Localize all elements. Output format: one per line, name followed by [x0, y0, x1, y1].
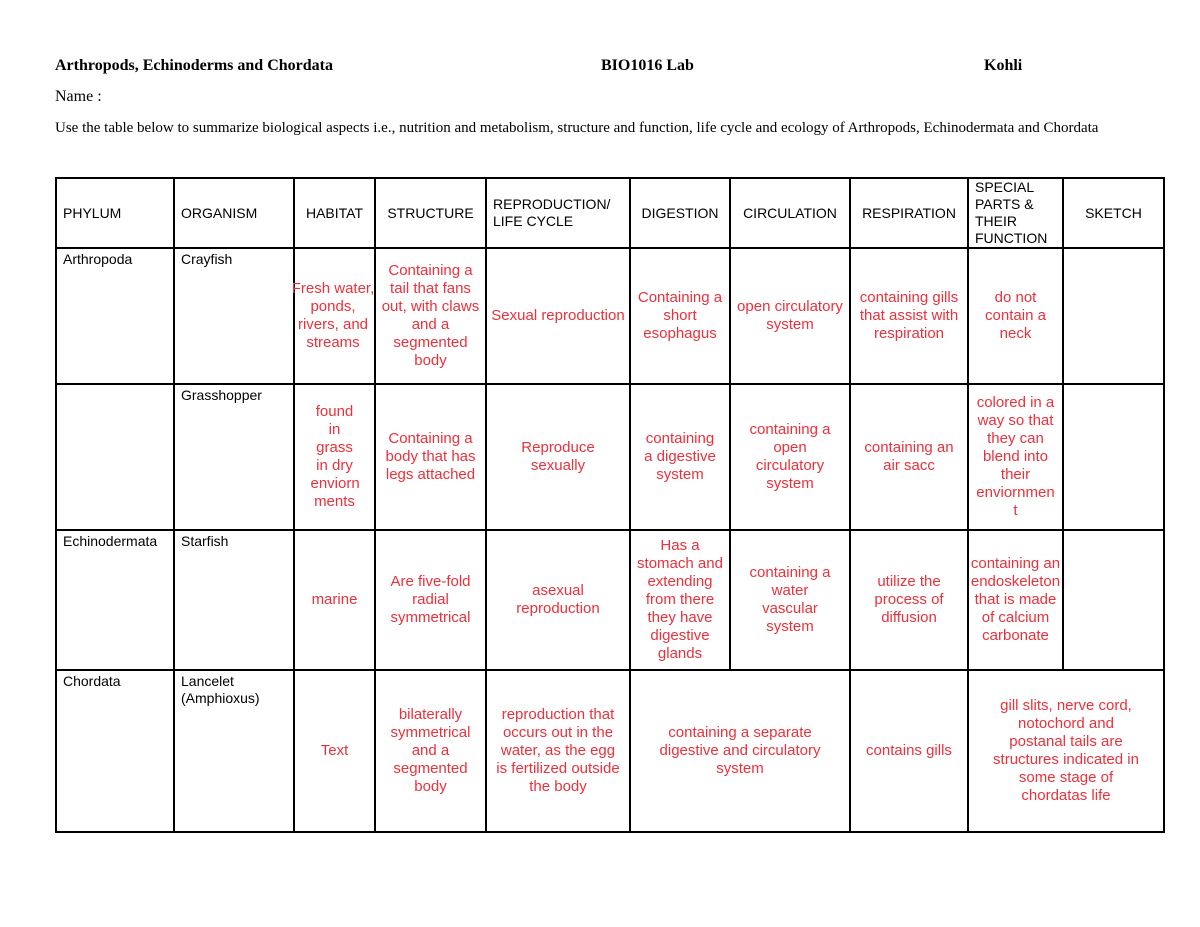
- digestion-circulation-text: containing a separate digestive and circulatory system: [659, 724, 821, 777]
- cell-sketch: [1063, 530, 1164, 670]
- col-header-reproduction: [486, 178, 630, 248]
- col-header-circulation: CIRCULATION: [730, 178, 850, 248]
- col-header-organism: ORGANISM: [174, 178, 294, 248]
- cell-habitat: [294, 384, 375, 530]
- special-text: do not contain a neck: [985, 289, 1046, 342]
- cell-circulation: [730, 384, 850, 530]
- cell-special: [968, 248, 1063, 384]
- table-row-starfish: [56, 530, 1164, 670]
- col-header-respiration: RESPIRATION: [850, 178, 968, 248]
- special-text: gill slits, nerve cord, notochord and postanal tails are structures indicated in some stage of chordatas life: [993, 697, 1139, 804]
- structure-text: Are five-fold radial symmetrical: [390, 573, 471, 626]
- col-header-structure: STRUCTURE: [375, 178, 486, 248]
- respiration-text: containing an air sacc: [864, 439, 954, 474]
- cell-respiration: [850, 530, 968, 670]
- cell-special: containing an endoskeleton that is made of calcium carbonate: [968, 530, 1063, 670]
- cell-special: [968, 384, 1063, 530]
- cell-reproduction: [486, 530, 630, 670]
- instructions-text: Use the table below to summarize biological aspects i.e., nutrition and metabolism, structure and function, life cycle and ecology of Arthropods, Echinodermata and Chordata: [55, 120, 1099, 136]
- course-code: BIO1016 Lab: [601, 57, 694, 74]
- document-title: Arthropods, Echinoderms and Chordata: [55, 57, 333, 74]
- cell-digestion: Containing a short esophagus: [630, 248, 730, 384]
- cell-organism: [174, 670, 294, 832]
- cell-structure: [375, 670, 486, 832]
- special-text: colored in a way so that they can blend into their enviornmen t: [976, 394, 1055, 519]
- cell-structure: Containing a tail that fans out, with claws and a segmented body: [375, 248, 486, 384]
- circulation-text: containing a open circulatory system: [749, 421, 831, 492]
- cell-habitat: [291, 248, 375, 384]
- respiration-text: utilize the process of diffusion: [874, 573, 944, 626]
- habitat-text: found in grass in dry enviorn ments: [310, 403, 360, 510]
- cell-respiration: containing gills that assist with respiration: [850, 248, 968, 384]
- cell-habitat: marine: [294, 530, 375, 670]
- habitat-text: Fresh water, ponds, rivers, and streams: [291, 280, 375, 351]
- cell-reproduction: Sexual reproduction: [486, 248, 630, 384]
- digestion-text: containing a digestive system: [644, 430, 716, 483]
- col-header-habitat: HABITAT: [294, 178, 375, 248]
- cell-circulation: open circulatory system: [730, 248, 850, 384]
- author-name: Kohli: [984, 57, 1023, 74]
- summary-table: [55, 177, 1165, 833]
- circulation-text: containing a water vascular system: [749, 564, 831, 635]
- cell-organism: Starfish: [174, 530, 294, 670]
- cell-respiration: contains gills: [850, 670, 968, 832]
- col-header-phylum: PHYLUM: [56, 178, 174, 248]
- cell-phylum: Chordata: [56, 670, 174, 832]
- cell-respiration: [850, 384, 968, 530]
- col-header-digestion: DIGESTION: [630, 178, 730, 248]
- cell-sketch: [1063, 384, 1164, 530]
- cell-organism: Grasshopper: [174, 384, 294, 530]
- cell-circulation: [730, 530, 850, 670]
- table-row-grasshopper: [56, 384, 1164, 530]
- reproduction-text: reproduction that occurs out in the water, as the egg is fertilized outside the body: [496, 706, 620, 795]
- cell-structure: [375, 530, 486, 670]
- structure-text: bilaterally symmetrical and a segmented body: [390, 706, 471, 795]
- cell-sketch: [1063, 248, 1164, 384]
- header-row: [56, 178, 1164, 248]
- cell-habitat: Text: [294, 670, 375, 832]
- name-label: Name :: [55, 88, 102, 105]
- reproduction-text: Reproduce sexually: [521, 439, 595, 474]
- special-header-text: SPECIAL PARTS & THEIR FUNCTION: [975, 179, 1048, 246]
- cell-digestion: [630, 384, 730, 530]
- col-header-sketch: SKETCH: [1063, 178, 1164, 248]
- cell-phylum: Arthropoda: [56, 248, 174, 384]
- cell-digestion-circulation: [630, 670, 850, 832]
- cell-phylum: [56, 384, 174, 530]
- reproduction-header-text: REPRODUCTION/ LIFE CYCLE: [493, 196, 611, 229]
- table-row-lancelet: [56, 670, 1164, 832]
- table-row-crayfish: [56, 248, 1164, 384]
- organism-text: Lancelet (Amphioxus): [181, 673, 260, 706]
- col-header-special: [968, 178, 1063, 248]
- cell-structure: Containing a body that has legs attached: [375, 384, 486, 530]
- cell-special: [968, 670, 1164, 832]
- reproduction-text: asexual reproduction: [516, 582, 600, 617]
- cell-organism: Crayfish: [174, 248, 294, 384]
- cell-reproduction: [486, 670, 630, 832]
- cell-reproduction: [486, 384, 630, 530]
- cell-digestion: Has a stomach and extending from there they have digestive glands: [630, 530, 730, 670]
- cell-phylum: Echinodermata: [56, 530, 174, 670]
